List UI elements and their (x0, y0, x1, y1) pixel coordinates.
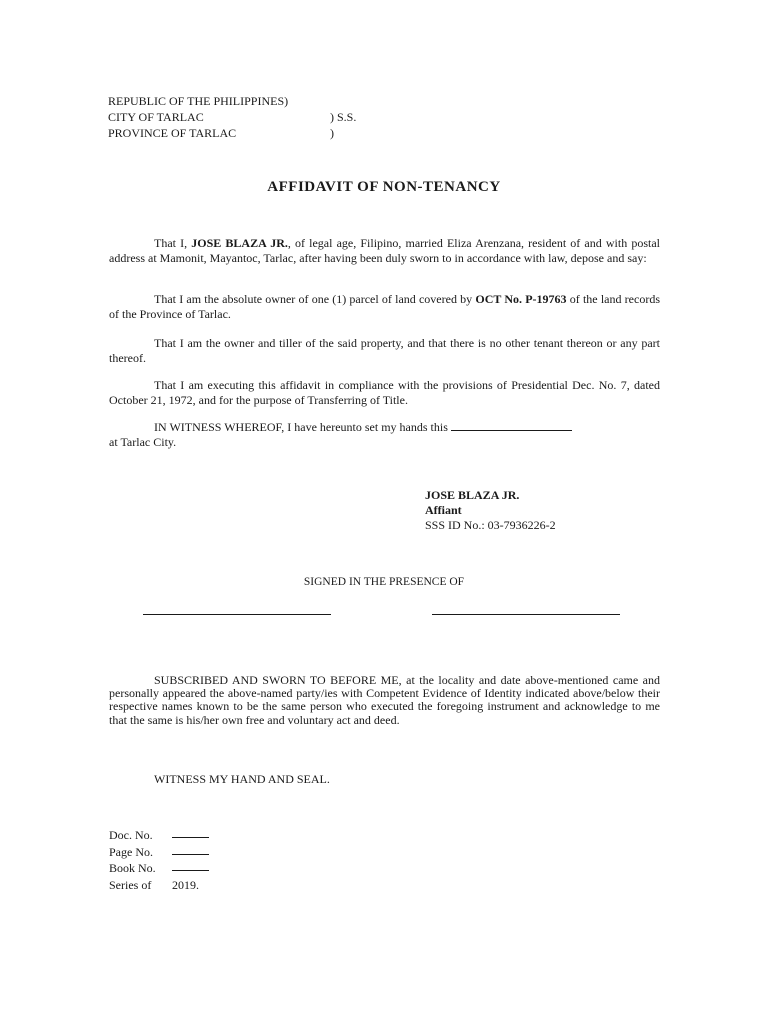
paragraph-text: That I, (154, 236, 192, 250)
affiant-name: JOSE BLAZA JR. (425, 488, 520, 502)
register-page-label: Page No. (109, 844, 153, 859)
paragraph-ownership (109, 292, 660, 321)
witness-signature-line (432, 614, 620, 615)
register-blank-line (172, 870, 209, 871)
witness-hand-seal (109, 772, 660, 787)
paragraph-tiller (109, 336, 660, 365)
title-number: OCT No. P-19763 (475, 292, 567, 306)
jurat-paragraph (109, 674, 660, 727)
paragraph-in-witness (109, 420, 660, 449)
caption-ss: ) S.S. (330, 110, 357, 124)
paragraph-text: at Tarlac City. (109, 434, 177, 449)
caption-paren: ) (330, 126, 334, 140)
paragraph-purpose (109, 378, 660, 407)
paragraph-text: That I am executing this affidavit in compliance with the provisions of Presidential Dec. No. 7, dated October 21, 1972, and for the purpose of Transferring of Title. (109, 378, 660, 407)
affiant-signature-block (425, 488, 556, 533)
register-doc-label: Doc. No. (109, 828, 153, 842)
register-blank-line (172, 854, 209, 855)
affiant-sss-id: SSS ID No.: 03-7936226-2 (425, 518, 556, 532)
document-title: AFFIDAVIT OF NON-TENANCY (267, 179, 501, 195)
venue-caption (108, 93, 357, 141)
notarial-register (109, 827, 199, 893)
paragraph-text: That I am the absolute owner of one (1) parcel of land covered by (154, 292, 476, 306)
paragraph-text: , of legal age, Filipino, married Eliza Arenzana, resident of and with postal address at Mamonit, Mayantoc, Tarlac, after having been duly sworn to in accordance with law, depose and say: (109, 236, 660, 265)
register-series-label: Series of (109, 877, 152, 892)
paragraph-text: SUBSCRIBED AND SWORN TO BEFORE ME, at the locality and date above-mentioned came and personally appeared the above-named party/ies with Competent Evidence of Identity indicated above/below their respective names known to be the same person who executed the foregoing instrument and acknowledge to me that the same is his/her own free and voluntary act and deed. (109, 673, 660, 727)
register-book-label: Book No. (109, 861, 156, 875)
affiant-role: Affiant (425, 503, 462, 517)
witness-heading: SIGNED IN THE PRESENCE OF (303, 576, 465, 588)
date-blank-line (451, 421, 572, 431)
paragraph-text: WITNESS MY HAND AND SEAL. (154, 772, 330, 786)
witness-signature-line (143, 614, 331, 615)
register-series-year: 2019. (172, 877, 199, 892)
paragraph-text: IN WITNESS WHEREOF, I have hereunto set my hands this (154, 420, 448, 434)
paragraph-text: That I am the owner and tiller of the said property, and that there is no other tenant thereon or any part thereof. (109, 336, 660, 365)
caption-republic: REPUBLIC OF THE PHILIPPINES) (108, 94, 289, 108)
caption-city: CITY OF TARLAC (108, 110, 204, 124)
register-blank-line (172, 837, 209, 838)
paragraph-text: of the land records of the Province of Tarlac. (109, 292, 660, 321)
paragraph-affiant-intro (109, 236, 660, 265)
affiant-name-inline: JOSE BLAZA JR. (191, 236, 288, 250)
caption-province: PROVINCE OF TARLAC (108, 126, 237, 140)
